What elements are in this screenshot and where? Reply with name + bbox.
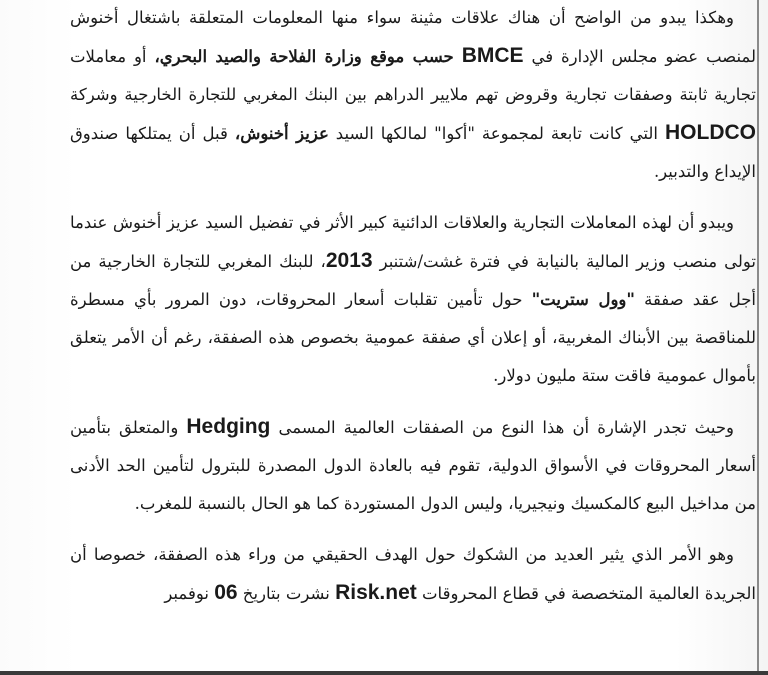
bold-phrase: "وول ستريت" [531,290,635,309]
text-run: ، للبنك المغربي للتجارة الخارجية من أجل عقد صفقة [70,252,756,309]
paragraph-3 [70,408,756,523]
paragraph-2 [70,204,756,395]
text-run: وحيث تجدر الإشارة أن هذا النوع من الصفقات العالمية المسمى [270,418,735,437]
latin-term: HOLDCO [665,121,756,144]
text-run: وهو الأمر الذي يثير العديد من الشكوك حول الهدف الحقيقي من وراء هذه الصفقة، خصوصا أن الجريدة العالمية المتخصصة في قطاع المحروقات [70,545,756,603]
text-run: نشرت بتاريخ [237,584,336,603]
latin-term: 06 [214,581,238,604]
latin-term: Hedging [186,415,271,438]
paragraph-4 [70,536,756,613]
text-run: قبل أن يمتلكها صندوق الإيداع والتدبير. [70,124,756,181]
paragraph-1 [70,0,756,191]
text-run: ويبدو أن لهذه المعاملات التجارية والعلاقات الدائنية كبير الأثر في تفضيل السيد عزيز أخنوش عندما تولى منصب وزير المالية بالنيابة في فترة غشت/شتنبر [70,213,756,271]
latin-term: Risk.net [335,581,417,604]
text-run: والمتعلق بتأمين أسعار المحروقات في الأسواق الدولية، تقوم فيه بالعادة الدول المصدرة للبترول لتأمين الحد الأدنى من مداخيل البيع كالمكسيك ونيجيريا، وليس الدول المستوردة كما هو الحال بالنسبة للمغرب. [70,418,756,513]
text-run: وهكذا يبدو من الواضح أن هناك علاقات مثينة سواء منها المعلومات المتعلقة باشتغال أخنوش لمنصب عضو مجلس الإدارة في [70,8,757,66]
latin-term: 2013 [325,249,373,272]
bottom-edge-strip [0,671,768,675]
text-run: نوفمبر [164,584,215,603]
page-edge-line [757,0,759,675]
text-run: التي كانت تابعة لمجموعة "أكوا" لمالكها السيد [328,124,665,143]
text-run: حول تأمين تقلبات أسعار المحروقات، دون المرور بأي مسطرة للمناقصة بين الأبناك المغربية، أو إعلان أي صفقة عمومية بخصوص هذه الصفقة، رغم أن الأمر يتعلق بأموال عمومية فاقت ستة مليون دولار. [70,290,756,385]
bold-phrase: عزيز أخنوش، [234,124,329,143]
article-body [70,0,756,675]
latin-term: BMCE [461,44,524,67]
bold-phrase: حسب موقع وزارة الفلاحة والصيد البحري، [154,47,454,66]
text-run [454,47,462,66]
text-run: أو معاملات تجارية ثابتة وصفقات تجارية وقروض تهم ملايير الدراهم بين البنك المغربي للتجارة الخارجية وشركة [70,47,756,104]
